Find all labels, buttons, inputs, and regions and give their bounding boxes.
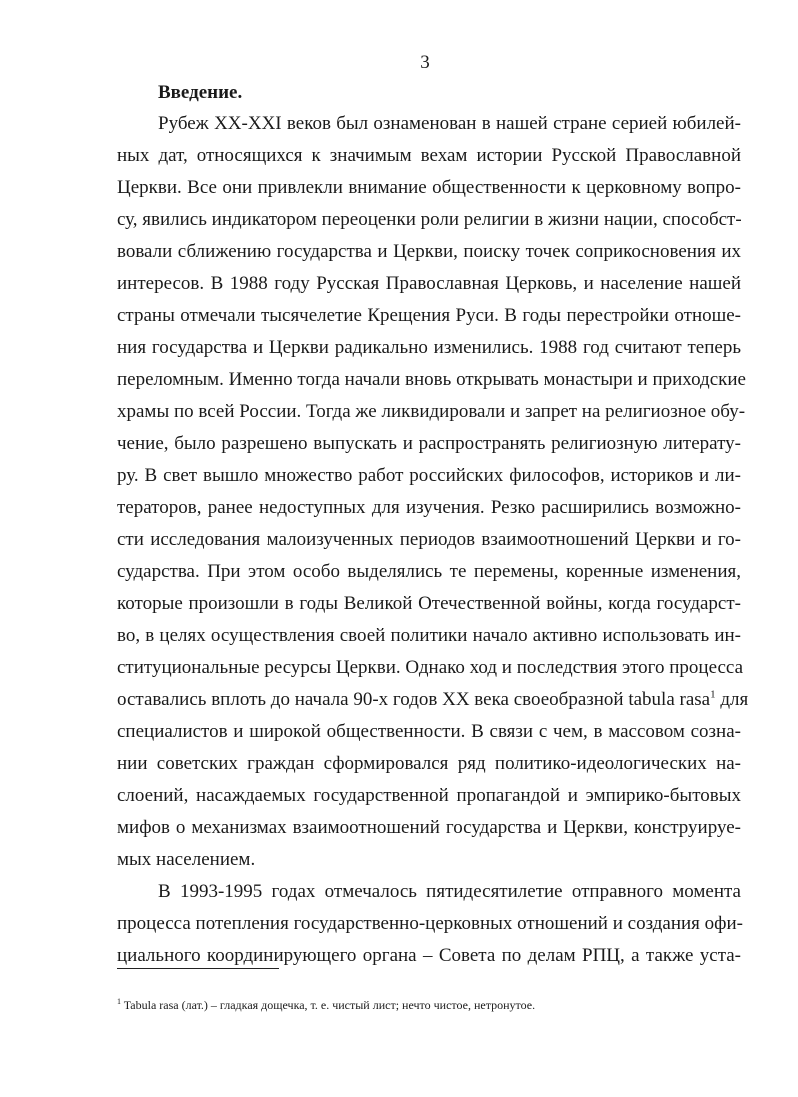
text-line: ституциональные ресурсы Церкви. Однако ход и последствия этого процесса <box>117 657 744 678</box>
text-line: су, явились индикатором переоценки роли религии в жизни нации, способст- <box>117 209 742 230</box>
text-line: вовали сближению государства и Церкви, поиску точек соприкосновения их <box>117 241 741 262</box>
section-heading: Введение. <box>158 82 243 103</box>
text-line: слоений, насаждаемых государственной пропагандой и эмпирико-бытовых <box>117 785 741 806</box>
page-number: 3 <box>420 52 430 73</box>
text-line-segment: оставались вплоть до начала 90-х годов XX века своеобразной tabula rasa <box>117 689 711 710</box>
text-line: сти исследования малоизученных периодов взаимоотношений Церкви и го- <box>117 529 741 550</box>
text-line: ния государства и Церкви радикально изменились. 1988 год считают теперь <box>117 337 741 358</box>
text-line: процесса потепления государственно-церковных отношений и создания офи- <box>117 913 743 934</box>
text-line: специалистов и широкой общественности. В связи с чем, в массовом созна- <box>117 721 741 742</box>
footnote <box>117 997 535 1013</box>
text-line: храмы по всей России. Тогда же ликвидировали и запрет на религиозное обу- <box>117 401 746 422</box>
text-line: чение, было разрешено выпускать и распространять религиозную литерату- <box>117 433 741 454</box>
footnote-divider <box>117 968 279 969</box>
footnote-text: Tabula rasa (лат.) – гладкая дощечка, т. е. чистый лист; нечто чистое, нетронутое. <box>123 998 536 1012</box>
text-line: тераторов, ранее недоступных для изучения. Резко расширились возможно- <box>117 497 741 518</box>
text-line: страны отмечали тысячелетие Крещения Руси. В годы перестройки отноше- <box>117 305 741 326</box>
text-line: во, в целях осуществления своей политики начало активно использовать ин- <box>117 625 741 646</box>
text-line: ных дат, относящихся к значимым вехам истории Русской Православной <box>117 145 741 166</box>
text-line: В 1993-1995 годах отмечалось пятидесятилетие отправного момента <box>158 881 741 902</box>
text-line: которые произошли в годы Великой Отечественной войны, когда государст- <box>117 593 741 614</box>
text-line: Церкви. Все они привлекли внимание общественности к церковному вопро- <box>117 177 741 198</box>
text-line: мых населением. <box>117 849 256 870</box>
text-line: Рубеж XX-XXI веков был ознаменован в нашей стране серией юбилей- <box>158 113 741 134</box>
text-line: переломным. Именно тогда начали вновь открывать монастыри и приходские <box>117 369 746 390</box>
text-line-with-footnote <box>117 688 749 712</box>
text-line: циального координирующего органа – Совета по делам РПЦ, а также уста- <box>117 945 741 966</box>
text-line: сударства. При этом особо выделялись те перемены, коренные изменения, <box>117 561 741 582</box>
text-line: мифов о механизмах взаимоотношений государства и Церкви, конструируе- <box>117 817 741 838</box>
footnote-marker: 1 <box>117 997 121 1006</box>
text-line: ру. В свет вышло множество работ российских философов, историков и ли- <box>117 465 741 486</box>
text-line: интересов. В 1988 году Русская Православная Церковь, и население нашей <box>117 273 741 294</box>
footnote-reference[interactable]: 1 <box>710 688 716 701</box>
text-line: нии советских граждан сформировался ряд политико-идеологических на- <box>117 753 741 774</box>
text-line-segment: для <box>715 689 749 710</box>
